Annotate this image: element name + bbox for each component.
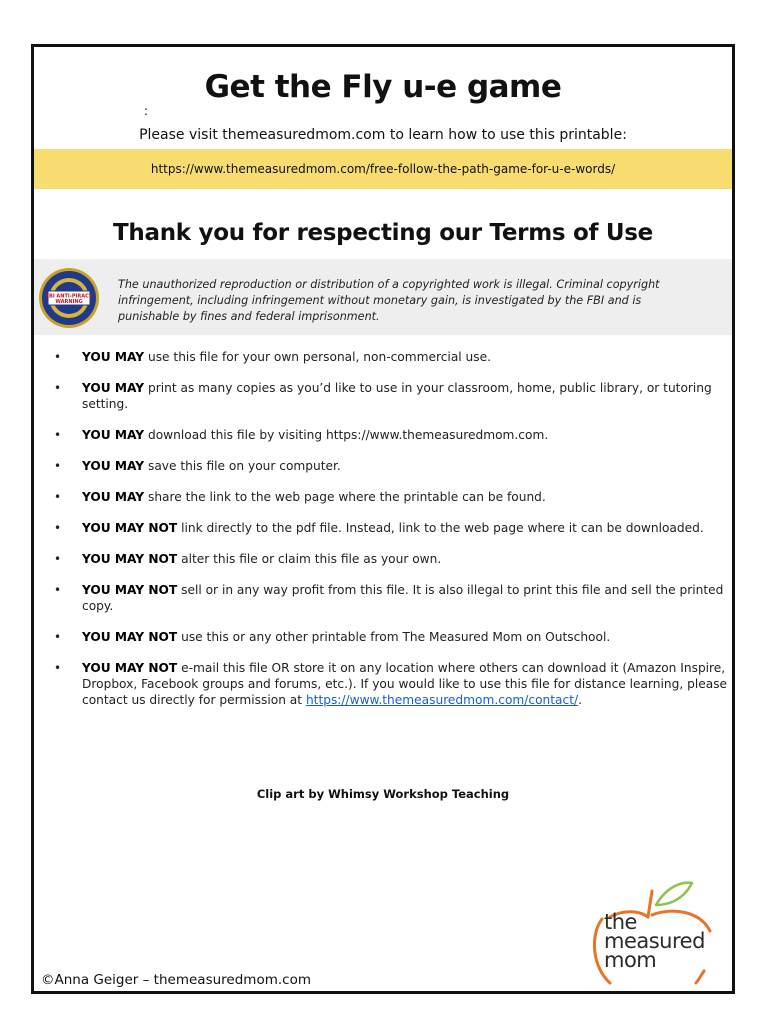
rule-text: e-mail this file OR store it on any location where others can download it (Amazon Inspire, Dropbox, Facebook groups and forums, etc.). If you would like to use this file for distance learning, please contact us directly for permission at <box>82 661 728 707</box>
bullet-point: • <box>54 521 62 535</box>
bullet-point: • <box>54 350 62 364</box>
terms-list-item <box>54 520 730 536</box>
terms-list-item <box>54 582 730 614</box>
document-frame <box>31 44 735 994</box>
rule-permission: YOU MAY NOT <box>82 552 178 566</box>
bullet-point: • <box>54 661 62 675</box>
rule-text: share the link to the web page where the printable can be found. <box>144 490 546 504</box>
fbi-seal-icon <box>38 267 100 329</box>
url-banner <box>34 149 732 189</box>
rule-text: download this file by visiting https://www.themeasuredmom.com. <box>144 428 549 442</box>
bullet-point: • <box>54 490 62 504</box>
rule-text: link directly to the pdf file. Instead, link to the web page where it can be downloaded. <box>177 521 704 535</box>
stray-colon: : <box>144 104 149 118</box>
logo-line: measured <box>604 929 705 953</box>
seal-top-text: FBI ANTI-PIRACY <box>45 293 93 300</box>
bullet-point: • <box>54 630 62 644</box>
printable-url[interactable]: https://www.themeasuredmom.com/free-follow-the-path-game-for-u-e-words/ <box>150 162 616 176</box>
rule-permission: YOU MAY NOT <box>82 521 178 535</box>
terms-list-item <box>54 380 730 412</box>
rule-permission: YOU MAY <box>82 459 145 473</box>
bullet-point: • <box>54 459 62 473</box>
bullet-point: • <box>54 583 62 597</box>
terms-list <box>54 349 730 723</box>
terms-list-item <box>54 629 730 645</box>
rule-text: print as many copies as you’d like to use in your classroom, home, public library, or tutoring setting. <box>82 381 712 411</box>
rule-permission: YOU MAY NOT <box>82 583 178 597</box>
rule-text: alter this file or claim this file as your own. <box>177 552 442 566</box>
fbi-warning-band <box>34 259 732 335</box>
logo-line: mom <box>604 948 657 972</box>
rule-permission: YOU MAY NOT <box>82 661 178 675</box>
terms-list-item <box>54 349 730 365</box>
bullet-point: • <box>54 381 62 395</box>
page-title: Get the Fly u-e game <box>204 69 562 105</box>
rule-text-end: . <box>578 693 582 707</box>
copyright-warning: The unauthorized reproduction or distribution of a copyrighted work is illegal. Criminal copyright infringement, including infringement without monetary gain, is investigated by the FBI and is punishable by fines and federal imprisonment. <box>118 278 660 323</box>
rule-permission: YOU MAY <box>82 490 145 504</box>
terms-list-item <box>54 458 730 474</box>
bullet-point: • <box>54 552 62 566</box>
rule-permission: YOU MAY <box>82 428 145 442</box>
rule-text: use this or any other printable from The Measured Mom on Outschool. <box>177 630 611 644</box>
visit-instructions: Please visit themeasuredmom.com to learn how to use this printable: <box>139 127 627 143</box>
rule-text: save this file on your computer. <box>144 459 341 473</box>
measured-mom-logo <box>582 875 732 987</box>
copyright-footer: ©Anna Geiger – themeasuredmom.com <box>41 972 311 988</box>
rule-permission: YOU MAY NOT <box>82 630 178 644</box>
rule-text: sell or in any way profit from this file. It is also illegal to print this file and sell the printed copy. <box>82 583 724 613</box>
seal-bottom-text: WARNING <box>55 299 83 305</box>
rule-permission: YOU MAY <box>82 381 145 395</box>
terms-list-item <box>54 660 730 708</box>
rule-permission: YOU MAY <box>82 350 145 364</box>
logo-line: the <box>604 910 637 934</box>
terms-list-item <box>54 489 730 505</box>
clipart-credit: Clip art by Whimsy Workshop Teaching <box>256 787 510 801</box>
terms-heading: Thank you for respecting our Terms of Use <box>113 220 653 246</box>
bullet-point: • <box>54 428 62 442</box>
terms-list-item <box>54 427 730 443</box>
rule-text: use this file for your own personal, non-commercial use. <box>144 350 491 364</box>
contact-link[interactable]: https://www.themeasuredmom.com/contact/ <box>305 693 579 707</box>
terms-list-item <box>54 551 730 567</box>
logo-text <box>604 910 705 972</box>
